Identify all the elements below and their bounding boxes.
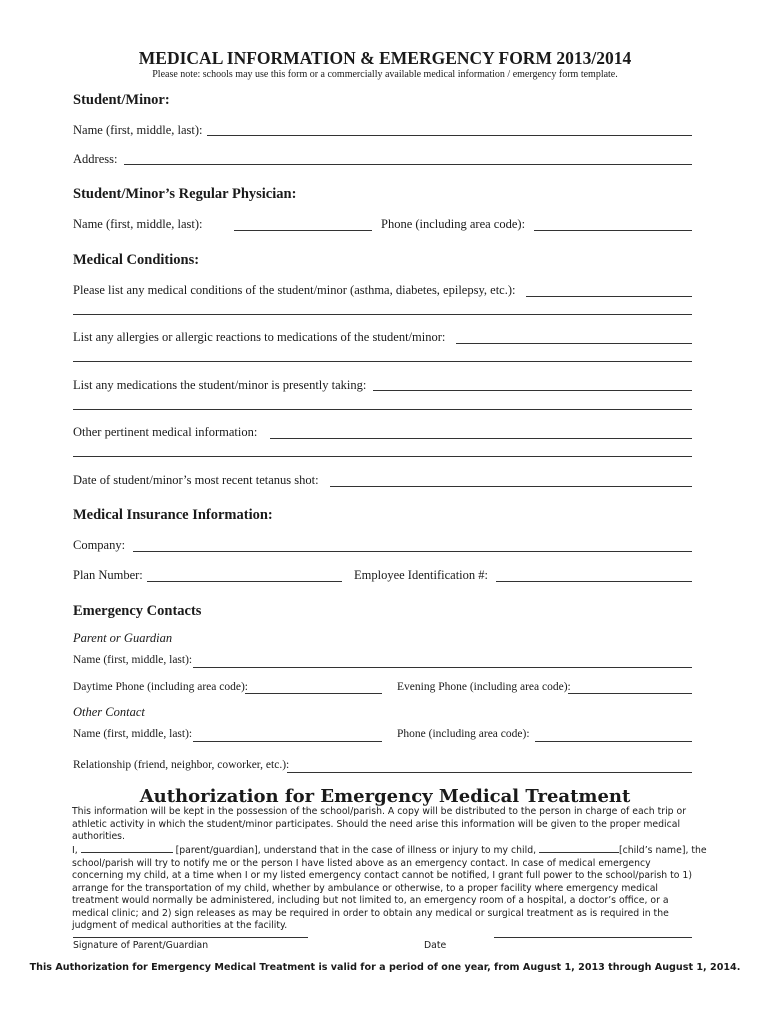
signature-field[interactable] [73,937,308,938]
insurance-company-label: Company: [73,538,126,552]
consent-body-text: school/parish will try to notify me or the person I have listed above as an emergency contact. In case of medical emergency concerning my child, at a time when I or my listed emergency contact cannot be notified, I grant full power to the school/parish to 1) arrange for the transportation of my child, whether by ambulance or otherwise, to a proper facility where emergency medical treatment would normally be administered, including but not limited to, an emergency room of a hospital, a doctor’s office, or a medical clinic; and 2) sign releases as may be required in order to obtain any medical or surgical treatment as is required in the judgment of medical authorities at the facility. [72,857,692,931]
employee-id-label: Employee Identification #: [354,568,488,582]
daytime-phone-label: Daytime Phone (including area code): [73,681,248,693]
physician-heading: Student/Minor’s Regular Physician: [73,186,297,202]
conditions-field-1[interactable] [526,296,692,297]
student-heading: Student/Minor: [73,92,170,108]
plan-number-label: Plan Number: [73,568,143,582]
form-title: MEDICAL INFORMATION & EMERGENCY FORM 2013/2014 [138,48,632,68]
parent-guardian-blank[interactable] [81,843,173,853]
physician-phone-label: Phone (including area code): [381,217,526,231]
childs-name-blank[interactable] [539,843,619,853]
validity-footer: This Authorization for Emergency Medical Treatment is valid for a period of one year, from August 1, 2013 through August 1, 2014. [29,962,741,973]
childs-name-text: [child’s name], the [619,845,707,856]
plan-number-field[interactable] [147,581,342,582]
other-contact-subheading: Other Contact [73,705,145,719]
evening-phone-field[interactable] [568,693,692,694]
tetanus-date-field[interactable] [330,486,692,487]
relationship-label: Relationship (friend, neighbor, coworker, etc.): [73,759,290,771]
authorization-body [72,843,707,933]
other-name-label: Name (first, middle, last): [73,728,193,740]
signature-label: Signature of Parent/Guardian [73,940,209,951]
other-info-field-2[interactable] [73,456,692,457]
medications-field-1[interactable] [373,390,692,391]
date-label: Date [424,940,447,951]
medications-label: List any medications the student/minor is presently taking: [73,378,367,392]
other-name-field[interactable] [193,741,382,742]
student-name-label: Name (first, middle, last): [73,123,203,137]
conditions-list-label: Please list any medical conditions of the student/minor (asthma, diabetes, epilepsy, etc.): [73,283,516,297]
insurance-heading: Medical Insurance Information: [73,507,273,523]
evening-phone-label: Evening Phone (including area code): [397,681,571,693]
consent-first-line [72,843,707,858]
form-note: Please note: schools may use this form or a commercially available medical information / emergency form template. [152,69,618,80]
allergies-label: List any allergies or allergic reactions to medications of the student/minor: [73,330,446,344]
other-phone-label: Phone (including area code): [397,728,530,740]
allergies-field-2[interactable] [73,361,692,362]
physician-name-label: Name (first, middle, last): [73,217,203,231]
i-label: I, [72,845,78,856]
other-phone-field[interactable] [535,741,692,742]
emergency-heading: Emergency Contacts [73,603,202,619]
authorization-intro-text: This information will be kept in the possession of the school/parish. A copy will be distributed to the person in charge of each trip or athletic activity in which the student/minor participates. Should the need arise this information will be given to the proper medical authorities. [72,806,687,842]
tetanus-label: Date of student/minor’s most recent tetanus shot: [73,473,319,487]
employee-id-field[interactable] [496,581,692,582]
other-info-field-1[interactable] [270,438,692,439]
parent-guardian-text: [parent/guardian], understand that in the case of illness or injury to my child, [175,845,537,856]
parent-subheading: Parent or Guardian [73,631,173,645]
parent-name-label: Name (first, middle, last): [73,654,193,666]
insurance-company-field[interactable] [133,551,692,552]
authorization-intro [72,806,702,844]
date-field[interactable] [494,937,692,938]
other-info-label: Other pertinent medical information: [73,425,258,439]
medications-field-2[interactable] [73,409,692,410]
student-name-field[interactable] [207,135,692,136]
daytime-phone-field[interactable] [245,693,382,694]
allergies-field-1[interactable] [456,343,692,344]
physician-phone-field[interactable] [534,230,692,231]
physician-name-field[interactable] [234,230,372,231]
parent-name-field[interactable] [193,667,692,668]
student-address-field[interactable] [124,164,692,165]
relationship-field[interactable] [287,772,692,773]
conditions-field-2[interactable] [73,314,692,315]
student-address-label: Address: [73,152,118,166]
authorization-heading: Authorization for Emergency Medical Treatment [139,786,631,807]
conditions-heading: Medical Conditions: [73,252,200,268]
